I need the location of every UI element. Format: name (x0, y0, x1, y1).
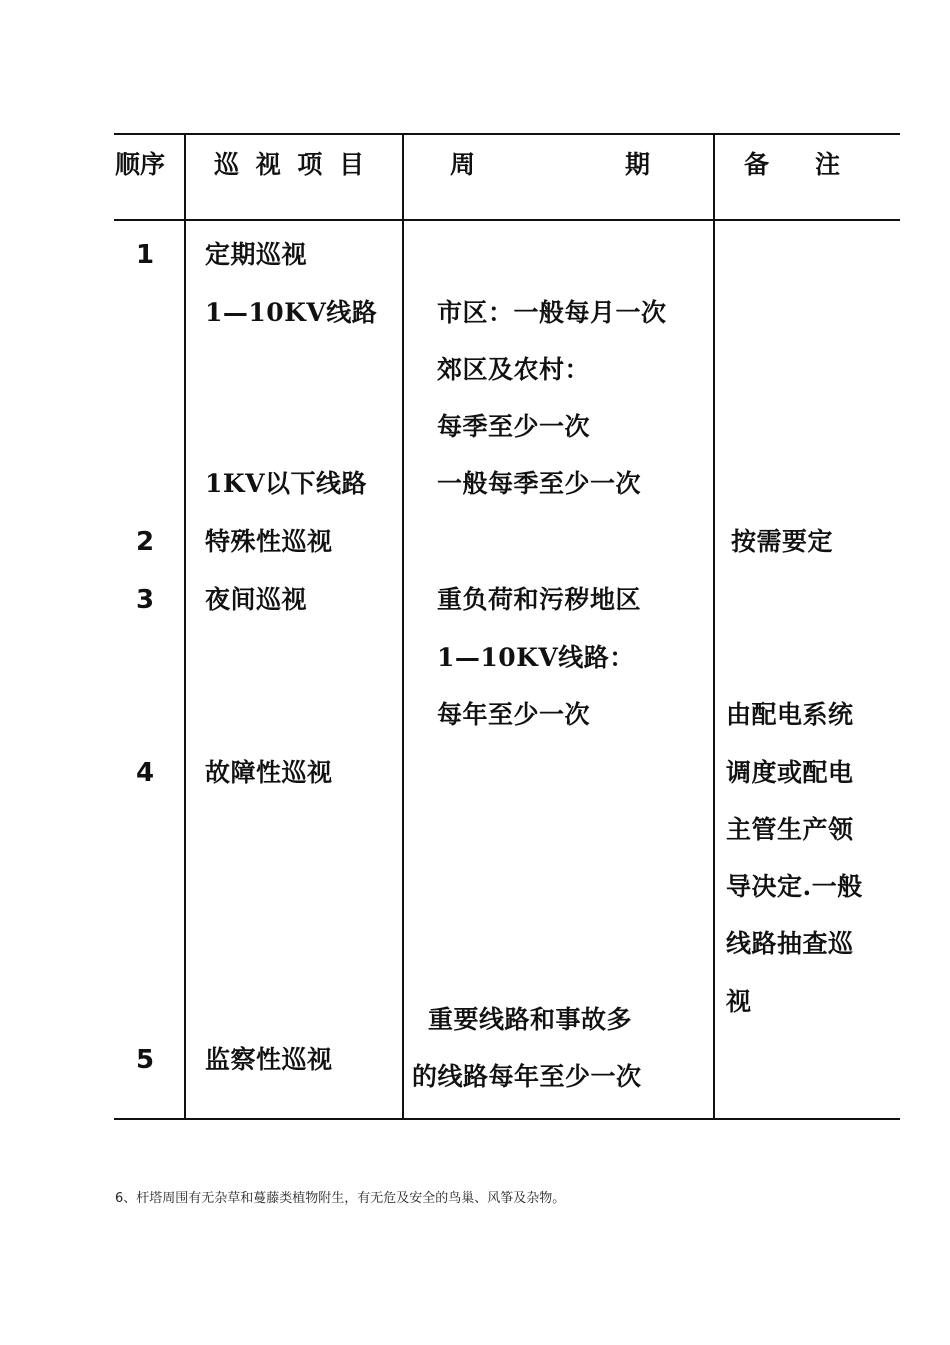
row3-period-1: 重负荷和污秽地区 (437, 585, 642, 614)
header-item: 巡 视 项 目 (214, 150, 369, 179)
header-seq: 顺序 (115, 150, 166, 179)
row4-remark-5: 线路抽查巡 (726, 929, 854, 958)
row2-remark: 按需要定 (731, 527, 834, 556)
row1-period-b: 一般每季至少一次 (437, 469, 642, 498)
row2-item: 特殊性巡视 (205, 527, 333, 556)
row1-seq: 1 (136, 240, 155, 270)
table-header-rule (114, 219, 900, 221)
row3-period-2: 1—10KV线路： (437, 643, 635, 672)
row1-period-a2: 郊区及农村： (437, 355, 591, 384)
row3-period-3: 每年至少一次 (437, 700, 591, 729)
footnote-text: 6、杆塔周围有无杂草和蔓藤类植物附生，有无危及安全的鸟巢、风筝及杂物。 (115, 1191, 566, 1206)
row5-period-1: 重要线路和事故多 (428, 1005, 633, 1034)
table-top-rule (114, 133, 900, 135)
row1-item-title: 定期巡视 (205, 240, 308, 269)
row1-period-a1: 市区：一般每月一次 (437, 298, 667, 327)
row5-seq: 5 (136, 1045, 155, 1075)
row4-remark-3: 主管生产领 (726, 815, 854, 844)
row2-seq: 2 (136, 527, 155, 557)
row4-item: 故障性巡视 (205, 758, 333, 787)
row4-remark-1: 由配电系统 (726, 700, 854, 729)
row4-remark-2: 调度或配电 (726, 758, 854, 787)
header-remark-left: 备 (744, 150, 770, 179)
table-col-divider-3 (713, 133, 715, 1118)
row5-item: 监察性巡视 (205, 1045, 333, 1074)
row4-remark-6: 视 (726, 987, 752, 1016)
table-col-divider-2 (402, 133, 404, 1118)
table-bottom-rule (114, 1118, 900, 1120)
header-remark-right: 注 (815, 150, 841, 179)
header-period-right: 期 (625, 150, 651, 179)
row1-item-b: 1KV以下线路 (205, 469, 368, 498)
row1-item-a: 1—10KV线路 (205, 298, 378, 327)
header-period-left: 周 (450, 150, 476, 179)
row4-seq: 4 (136, 758, 155, 788)
row3-seq: 3 (136, 585, 155, 615)
row3-item: 夜间巡视 (205, 585, 308, 614)
row1-period-a3: 每季至少一次 (437, 412, 591, 441)
table-col-divider-1 (184, 133, 186, 1118)
row5-period-2: 的线路每年至少一次 (412, 1062, 642, 1091)
row4-remark-4: 导决定.一般 (726, 872, 863, 901)
